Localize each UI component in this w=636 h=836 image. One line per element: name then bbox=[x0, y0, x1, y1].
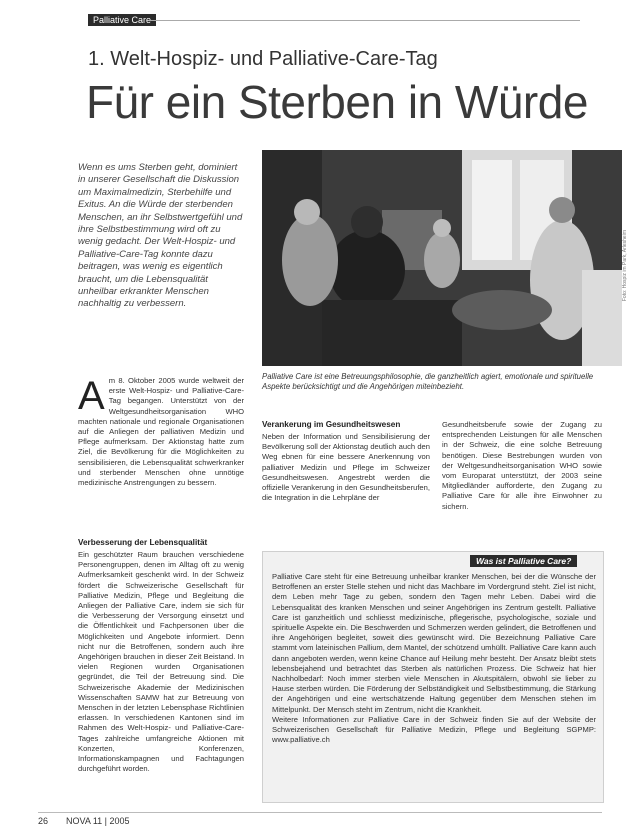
article-lead: Wenn es ums Sterben geht, dominiert in unserer Gesellschaft die Diskussion um Maximalmedizin, Sterbehilfe und Exitus. An die Würde der sterbenden Menschen, an ihr Selbstwertgefühl und ihre Selbstbestimmung wird oft zu wenig gedacht. Der Welt-Hospiz- und Palliative-Care-Tag konnte dazu beitragen, was wenig es eigentlich braucht, um die Lebensqualität unheilbar erkrankter Menschen nachhaltig zu verbessern. bbox=[78, 162, 243, 310]
subhead-lebensqualitaet: Verbesserung der Lebensqualität bbox=[78, 538, 208, 547]
drop-cap: A bbox=[78, 376, 105, 418]
article-headline: Für ein Sterben in Würde bbox=[86, 76, 588, 128]
subhead-verankerung: Verankerung im Gesundheitswesen bbox=[262, 420, 401, 429]
photo-credit: Foto: Hospiz im Park, Arlesheim bbox=[622, 230, 628, 302]
article-kicker: 1. Welt-Hospiz- und Palliative-Care-Tag bbox=[88, 48, 438, 70]
column-2-text: Neben der Information und Sensibilisierung der Bevölkerung soll der Aktionstag deutlich auch den Weg ebnen für eine bessere Anerkennung von palliativer Medizin und Pflege im Schweizer Gesundheitswesen. Angestrebt werden die offizielle Verankerung in den Gesundheitsberufen, die Integration in die Lehrpläne der bbox=[262, 432, 430, 503]
column-3-text: Gesundheitsberufe sowie der Zugang zu entsprechenden Leistungen für alle Menschen in der Schweiz, die eine solche Betreuung benötigen. Diese Bestrebungen wurden von der Weltgesundheitsorganisation WHO sowie vom Europarat unterstützt, der 2003 seine Mitgliedländer aufforderte, den Zugang zu Palliative Care für alle ihre Einwohner zu sichern. bbox=[442, 420, 602, 511]
footer-rule bbox=[38, 812, 602, 813]
intro-text: m 8. Oktober 2005 wurde weltweit der erste Welt-Hospiz- und Palliative-Care-Tag begangen. Unterstützt von der Weltgesundheitsorganisation WHO machten nationale und regionale Organisationen auf die Anliegen der palliativen Medizin und Pflege aufmerksam. Der Aktionstag hatte zum Ziel, die Bevölkerung für die Möglichkeiten zu sensibilisieren, die Lebensqualität schwerkranker und sterbender Menschen ohne unnötige medizinische Anstrengungen zu bessern. bbox=[78, 376, 244, 488]
article-intro bbox=[78, 376, 244, 532]
column-1-text: Ein geschützter Raum brauchen verschiedene Personengruppen, denen im Alltag oft zu wenig Aufmerksamkeit geschenkt wird. In der Schweiz fördert die Schweizerische Gesellschaft für Palliative Medizin, Pflege und Begleitung die Anliegen der Palliative Care, indem sie sich für die Verbesserung der Versorgung einsetzt und die Öffentlichkeit und Fachpersonen über die Möglichkeiten und Angebote informiert. Denn nicht nur die Betroffenen, sondern auch ihre Angehörigen brauchen in dieser Zeit Beistand. In vielen Regionen wurden Organisationen gegründet, die Teil der Betreuung sind. Die Schweizerische Akademie der Medizinischen Wissenschaften SAMW hat zur Betreuung von Menschen in der letzten Lebensphase Richtlinien erlassen. In verschiedenen Kantonen sind im Rahmen des Welt-Hospiz- und Palliative-Care-Tages zahlreiche umfangreiche Aktionen mit Konzerten, Konferenzen, Informationskampagnen und Fachtagungen durchgeführt worden. bbox=[78, 550, 244, 774]
top-rule bbox=[150, 20, 580, 21]
photo-illustration bbox=[262, 150, 622, 366]
photo-caption: Palliative Care ist eine Betreuungsphilosophie, die ganzheitlich agiert, emotionale und spirituelle Aspekte berücksichtigt und die Angehörigen miteinbezieht. bbox=[262, 372, 594, 391]
article-photo bbox=[262, 150, 622, 366]
info-box-text: Palliative Care steht für eine Betreuung unheilbar kranker Menschen, bei der die Wünsche der Betroffenen an erster Stelle stehen und nicht das Machbare im Vordergrund steht. Ziel ist nicht, dem Leben mehr Tage zu geben, sondern den Tagen mehr Leben. Dabei wird die Lebensqualität des kranken Menschen und seiner Angehörigen ins Zentrum gestellt. Palliative Care ist ganzheitlich und schliesst medizinische, pflegerische, psychologische, soziale und spirituelle Aspekte ein. Die Beschwerden und Schmerzen werden gelindert, die Betroffenen und ihre Angehörigen begleitet, soweit dies gewünscht wird. Die Bezeichnung Palliative Care stammt vom lateinischen Pallium, dem Mantel, der schützend umhüllt. Palliative Care kann auch dann angeboten werden, wenn keine Chance auf Heilung mehr besteht. Der Ansatz bleibt stets lebensbejahend und betrachtet das Sterben als natürlichen Prozess. Die Schweiz hat hier Nachholbedarf: Noch immer sterben viele Menschen in Akutspitälern, obwohl sie lieber zu Hause sterben würden. Die Förderung der Selbständigkeit und Selbstbestimmung, die Stärkung der Angehörigen und eine wertschätzende Haltung gegenüber dem Menschen stehen im Mittelpunkt. Der Mensch steht im Zentrum, nicht die Krankheit. bbox=[272, 572, 596, 714]
page-number: 26 bbox=[38, 816, 49, 826]
section-tag: Palliative Care bbox=[88, 14, 156, 26]
info-box-tag: Was ist Palliative Care? bbox=[470, 555, 577, 567]
magazine-issue: NOVA 11 | 2005 bbox=[66, 816, 130, 826]
info-box-body bbox=[272, 572, 596, 796]
info-box-footer: Weitere Informationen zur Palliative Care in der Schweiz finden Sie auf der Website der Schweizerischen Gesellschaft für Palliative Medizin, Pflege und Begleitung SGPMP: www.palliative.ch bbox=[272, 714, 596, 745]
